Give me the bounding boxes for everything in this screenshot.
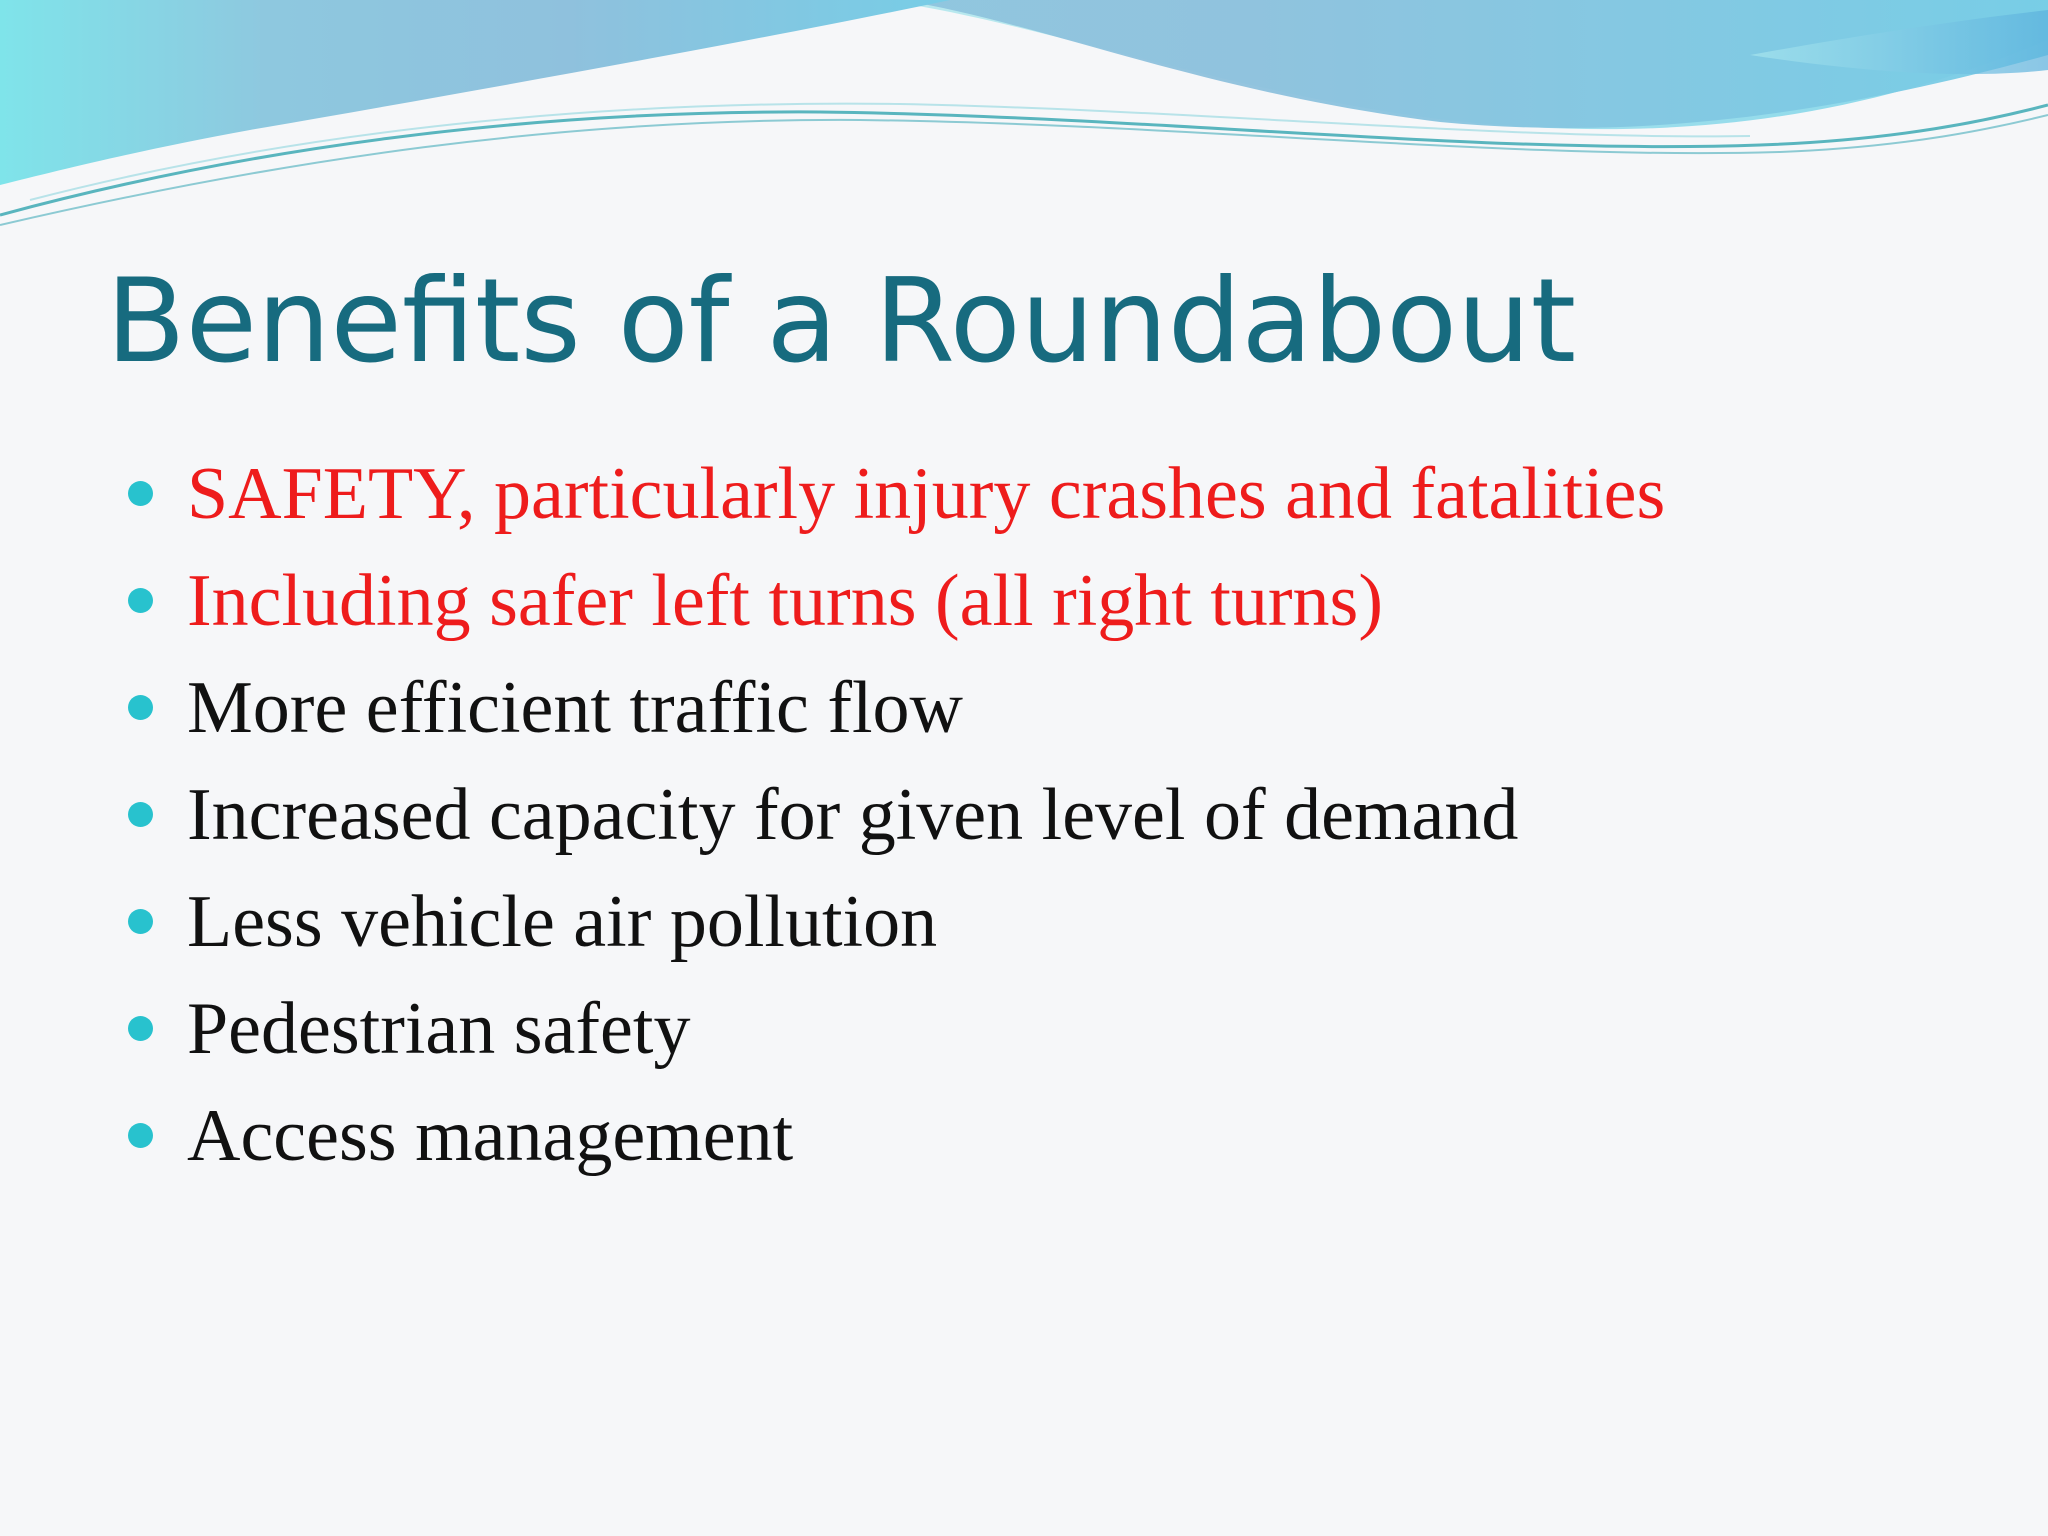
decorative-wave-header [0, 0, 2048, 260]
bullet-text: Increased capacity for given level of demand [187, 773, 1519, 856]
bullet-item-left-turns [128, 547, 1665, 654]
bullet-dot-icon [128, 1123, 153, 1148]
bullet-item-capacity [128, 761, 1665, 868]
bullet-item-pedestrian-safety [128, 975, 1665, 1082]
bullet-text: Pedestrian safety [187, 987, 691, 1070]
slide-title: Benefits of a Roundabout [106, 254, 1577, 389]
bullet-item-access-management [128, 1082, 1665, 1189]
bullet-item-traffic-flow [128, 654, 1665, 761]
bullet-text: More efficient traffic flow [187, 666, 963, 749]
bullet-item-safety [128, 440, 1665, 547]
bullet-dot-icon [128, 695, 153, 720]
bullet-text: Including safer left turns (all right turns) [187, 559, 1383, 642]
bullet-dot-icon [128, 802, 153, 827]
bullet-item-air-pollution [128, 868, 1665, 975]
bullet-text: SAFETY, particularly injury crashes and fatalities [187, 452, 1666, 535]
bullet-text: Less vehicle air pollution [187, 880, 938, 963]
bullet-dot-icon [128, 909, 153, 934]
bullet-dot-icon [128, 1016, 153, 1041]
bullet-text: Access management [187, 1094, 794, 1177]
bullet-dot-icon [128, 481, 153, 506]
bullet-dot-icon [128, 588, 153, 613]
bullet-list [128, 440, 1665, 1189]
